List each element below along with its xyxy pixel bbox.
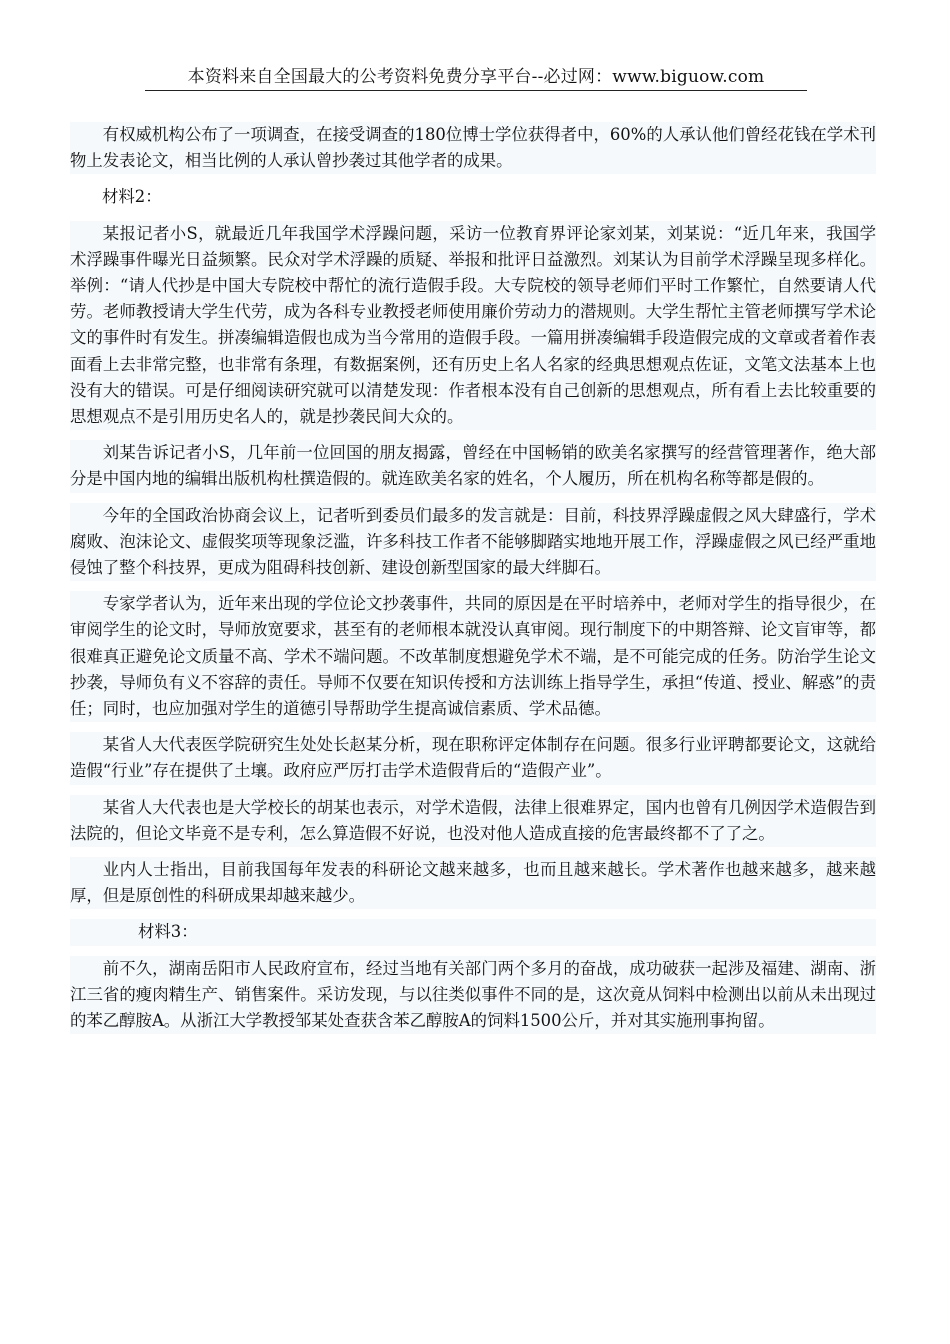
material-2-label: 材料2： — [102, 187, 162, 207]
paragraph-experts: 专家学者认为，近年来出现的学位论文抄袭事件，共同的原因是在平时培养中，老师对学生的指导很少，在审阅学生的论文时，导师放宽要求，甚至有的老师根本就没认真审阅。现行制度下的中期答辩、论文盲审等，都很难真正避免论文质量不高、学术不端问题。不改革制度想避免学术不端，是不可能完成的任务。防治学生论文抄袭，导师负有义不容辞的责任。导师不仅要在知识传授和方法训练上指导学生，承担“传道、授业、解惑”的责任；同时，也应加强对学生的道德引导帮助学生提高诚信素质、学术品德。 — [70, 591, 876, 722]
page-header: 本资料来自全国最大的公考资料免费分享平台--必过网：www.biguow.com — [145, 66, 807, 91]
paragraph-cppcc: 今年的全国政治协商会议上，记者听到委员们最多的发言就是：目前，科技界浮躁虚假之风大肆盛行，学术腐败、泡沫论文、虚假奖项等现象泛滥，许多科技工作者不能够脚踏实地地开展工作，浮躁虚假之风已经严重地侵蚀了整个科技界，更成为阻碍科技创新、建设创新型国家的最大绊脚石。 — [70, 503, 876, 582]
paragraph-interview: 某报记者小S，就最近几年我国学术浮躁问题，采访一位教育界评论家刘某，刘某说：“近几年来，我国学术浮躁事件曝光日益频繁。民众对学术浮躁的质疑、举报和批评日益激烈。刘某认为目前学术浮躁呈现多样化。举例：“请人代抄是中国大专院校中帮忙的流行造假手段。大专院校的领导老师们平时工作繁忙，自然要请人代劳。老师教授请大学生代劳，成为各科专业教授老师使用廉价劳动力的潜规则。大学生帮忙主管老师撰写学术论文的事件时有发生。拼凑编辑造假也成为当今常用的造假手段。一篇用拼凑编辑手段造假完成的文章或者着作表面看上去非常完整，也非常有条理，有数据案例，还有历史上名人名家的经典思想观点佐证，文笔文法基本上也没有大的错误。可是仔细阅读研究就可以清楚发现：作者根本没有自己创新的思想观点，所有看上去比较重要的思想观点不是引用历史名人的，就是抄袭民间大众的。 — [70, 221, 876, 431]
document-body — [70, 122, 876, 1044]
material-3-label: 材料3： — [70, 919, 876, 945]
paragraph-hu: 某省人大代表也是大学校长的胡某也表示，对学术造假，法律上很难界定，国内也曾有几例因学术造假告到法院的，但论文毕竟不是专利，怎么算造假不好说，也没对他人造成直接的危害最终都不了了之。 — [70, 795, 876, 847]
paragraph-yueyang: 前不久，湖南岳阳市人民政府宣布，经过当地有关部门两个多月的奋战，成功破获一起涉及福建、湖南、浙江三省的瘦肉精生产、销售案件。采访发现，与以往类似事件不同的是，这次竟从饲料中检测出以前从未出现过的苯乙醇胺A。从浙江大学教授邹某处查获含苯乙醇胺A的饲料1500公斤，并对其实施刑事拘留。 — [70, 956, 876, 1035]
paragraph-fake-books: 刘某告诉记者小S，几年前一位回国的朋友揭露，曾经在中国畅销的欧美名家撰写的经营管理著作，绝大部分是中国内地的编辑出版机构杜撰造假的。就连欧美名家的姓名，个人履历，所在机构名称等都是假的。 — [70, 440, 876, 492]
paragraph-survey: 有权威机构公布了一项调查，在接受调查的180位博士学位获得者中，60%的人承认他们曾经花钱在学术刊物上发表论文，相当比例的人承认曾抄袭过其他学者的成果。 — [70, 122, 876, 174]
paragraph-zhao: 某省人大代表医学院研究生处处长赵某分析，现在职称评定体制存在问题。很多行业评聘都要论文，这就给造假“行业”存在提供了土壤。政府应严厉打击学术造假背后的“造假产业”。 — [70, 732, 876, 784]
paragraph-insiders: 业内人士指出，目前我国每年发表的科研论文越来越多，也而且越来越长。学术著作也越来越多，越来越厚，但是原创性的科研成果却越来越少。 — [70, 857, 876, 909]
